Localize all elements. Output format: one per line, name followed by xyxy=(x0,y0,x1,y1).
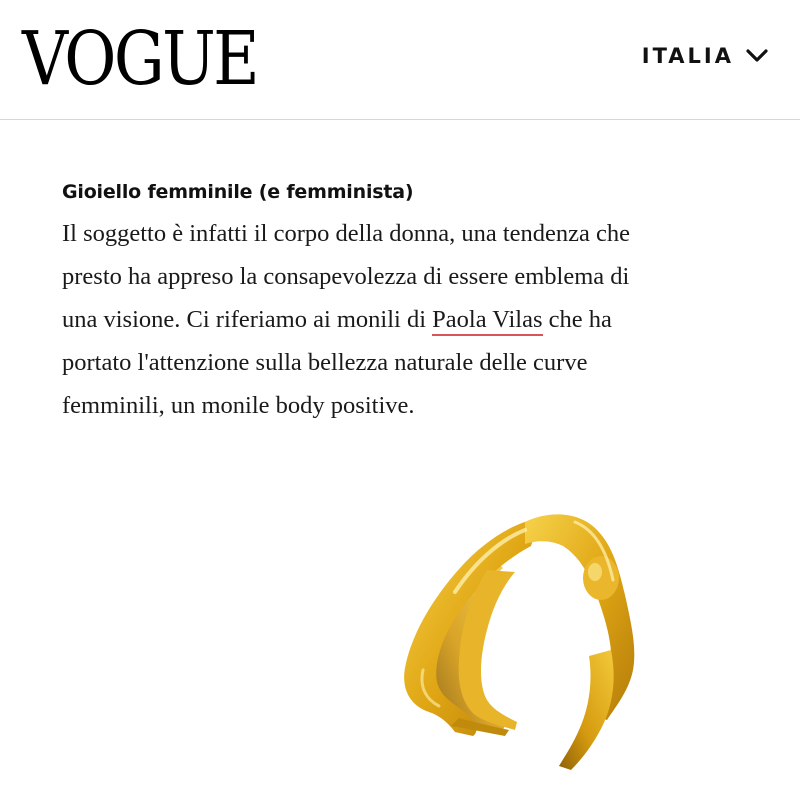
paragraph-text-start: Il soggetto è infatti il corpo della donna, una tendenza che presto ha appreso la consapevolezza di essere emblema di una visione. Ci riferiamo ai monili di xyxy=(62,220,631,333)
edition-label: ITALIA xyxy=(641,44,734,68)
site-header xyxy=(0,0,800,120)
article-paragraph xyxy=(62,212,642,427)
paragraph-text-end: che ha portato l'attenzione sulla bellezza naturale delle curve femminili, un monile body positive. xyxy=(62,306,612,419)
gold-ring-image xyxy=(375,500,655,780)
designer-link[interactable]: Paola Vilas xyxy=(432,306,542,336)
chevron-down-icon xyxy=(746,48,768,64)
article-body xyxy=(62,172,642,427)
vogue-logo[interactable]: VOGUE xyxy=(22,16,258,102)
section-heading: Gioiello femminile (e femminista) xyxy=(62,181,414,203)
edition-selector[interactable] xyxy=(642,44,768,68)
